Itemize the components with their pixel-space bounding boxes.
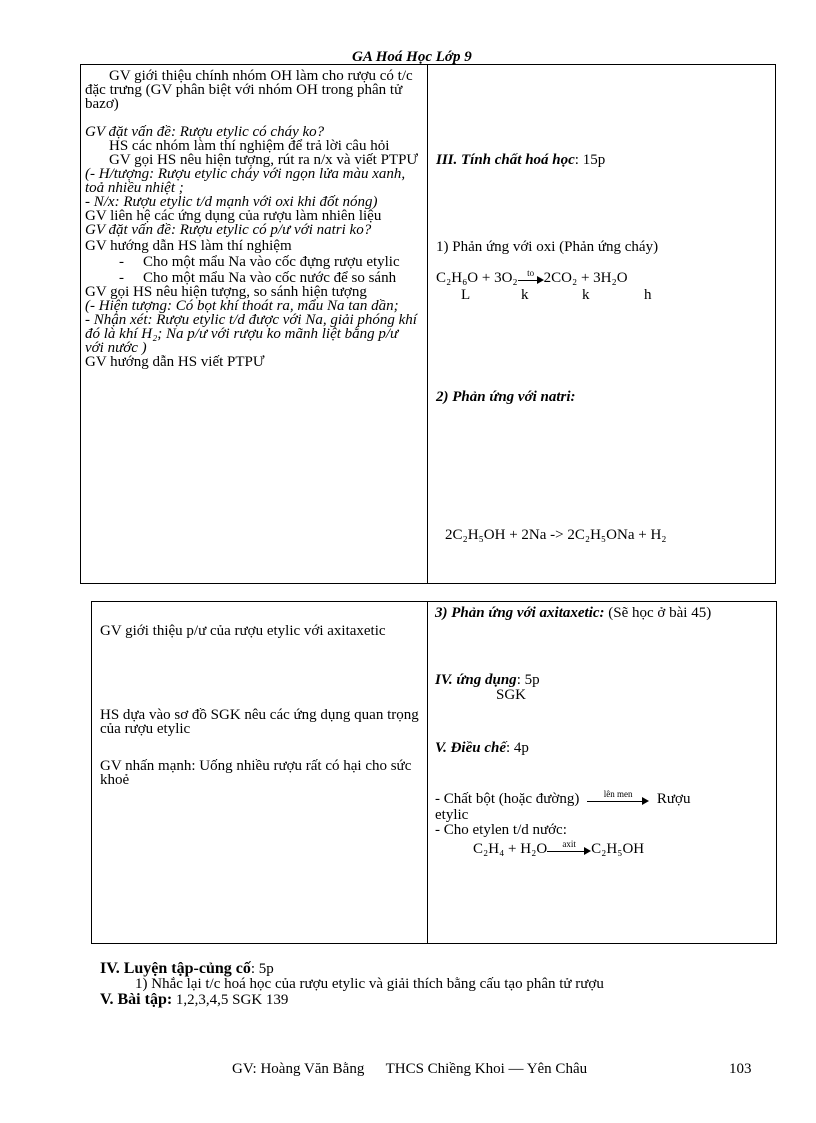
practice-heading: IV. Luyện tập-củng cố: 5p	[100, 960, 274, 977]
bullet-item	[85, 271, 419, 285]
bullet-marker: -	[119, 270, 124, 286]
axit-intro: GV giới thiệu p/ư của rượu etylic với axitaxetic	[100, 623, 386, 639]
lesson-table-1	[80, 64, 776, 584]
column-divider	[427, 602, 428, 943]
application-text: HS dựa vào sơ đồ SGK nêu các ứng dụng quan trọng của rượu etylic	[100, 707, 419, 737]
oxi-equation: C₂H₆O + 3O₂ to 2CO₂ + 3H₂O	[436, 267, 628, 286]
health-warning: GV nhấn mạnh: Uống nhiều rượu rất có hại cho sức khoẻ	[100, 758, 412, 788]
bullet-item	[85, 255, 419, 269]
phenomenon-text: (- Hiện tượng: Có bọt khí thoát ra, mẩu Na tan dần;	[85, 298, 399, 314]
reaction-arrow: lên men	[587, 793, 649, 807]
bullet-text: Cho một mẩu Na vào cốc nước để so sánh	[143, 270, 397, 286]
column-divider	[427, 65, 428, 583]
page-footer	[232, 1061, 587, 1078]
application-note: SGK	[496, 687, 527, 703]
natri-equation: 2C₂H₅OH + 2Na -> 2C₂H₅ONa + H₂	[445, 527, 667, 543]
bullet-marker: -	[119, 254, 124, 270]
experiment-text: HS các nhóm làm thí nghiệm để trả lời câu hỏi	[109, 138, 390, 154]
conclusion-text: - Nhận xét: Rượu etylic t/d được với Na, giải phóng khí đó là khí H₂; Na p/ư với rượu ko mãnh liệt bằng p/ư với nước )	[85, 312, 417, 356]
homework-line: V. Bài tập: 1,2,3,4,5 SGK 139	[100, 991, 289, 1008]
application-heading: IV. ứng dụng: 5p	[435, 672, 540, 688]
oxi-reaction-title: 1) Phản ứng với oxi (Phản ứng cháy)	[436, 239, 659, 255]
state-label: k	[521, 287, 529, 303]
bullet-text: Cho một mẩu Na vào cốc đựng rượu etylic	[143, 254, 400, 270]
footer-teacher: GV: Hoàng Văn Bằng	[232, 1061, 365, 1077]
state-label: h	[644, 287, 652, 303]
intro-paragraph: GV giới thiệu chính nhóm OH làm cho rượu có t/c đặc trưng (GV phân biệt với nhóm OH trong phân tử bazơ)	[85, 68, 413, 112]
fermentation-line: - Chất bột (hoặc đường) lên men Rượu	[435, 788, 691, 807]
axit-reaction: 3) Phản ứng với axitaxetic: (Sẽ học ở bài 45)	[435, 605, 712, 621]
observe-result: (- H/tượng: Rượu etylic cháy với ngọn lửa màu xanh, toả nhiều nhiệt ;	[85, 166, 406, 196]
practice-item: 1) Nhắc lại t/c hoá học của rượu etylic và giải thích bằng cấu tạo phân tử rượu	[135, 976, 604, 992]
remark-oxi: - N/x: Rượu etylic t/d mạnh với oxi khi đốt nóng)	[85, 194, 378, 210]
guide-equation: GV hướng dẫn HS viết PTPƯ	[85, 354, 265, 370]
ethylene-equation: C₂H₄ + H₂O axit C₂H₅OH	[473, 838, 645, 857]
page-number: 103	[729, 1061, 752, 1077]
ethylene-line: - Cho etylen t/d nước:	[435, 822, 567, 838]
footer-school: THCS Chiềng Khoi — Yên Châu	[385, 1061, 588, 1077]
chemical-properties-heading: III. Tính chất hoá học: 15p	[436, 152, 606, 168]
reaction-arrow: axit	[547, 843, 591, 857]
page-header: GA Hoá Học Lớp 9	[352, 49, 472, 65]
question-fire: GV đặt vấn đề: Rượu etylic có cháy ko?	[85, 124, 325, 140]
fermentation-line-cont: etylic	[435, 807, 469, 823]
fuel-application: GV liên hệ các ứng dụng của rượu làm nhiên liệu	[85, 208, 382, 224]
left-column-1	[85, 69, 419, 369]
natri-reaction-title: 2) Phản ứng với natri:	[436, 389, 576, 405]
question-natri: GV đặt vấn đề: Rượu etylic có p/ư với natri ko?	[85, 222, 372, 238]
compare-text: GV gọi HS nêu hiện tượng, so sánh hiện tượng	[85, 284, 367, 300]
guide-experiment: GV hướng dẫn HS làm thí nghiệm	[85, 238, 292, 254]
preparation-heading: V. Điều chế: 4p	[435, 740, 529, 756]
state-label: k	[582, 287, 590, 303]
reaction-arrow: to	[518, 272, 544, 286]
lesson-table-2	[91, 601, 777, 944]
observe-text: GV gọi HS nêu hiện tượng, rút ra n/x và viết PTPƯ	[109, 152, 419, 168]
state-label: L	[461, 287, 471, 303]
